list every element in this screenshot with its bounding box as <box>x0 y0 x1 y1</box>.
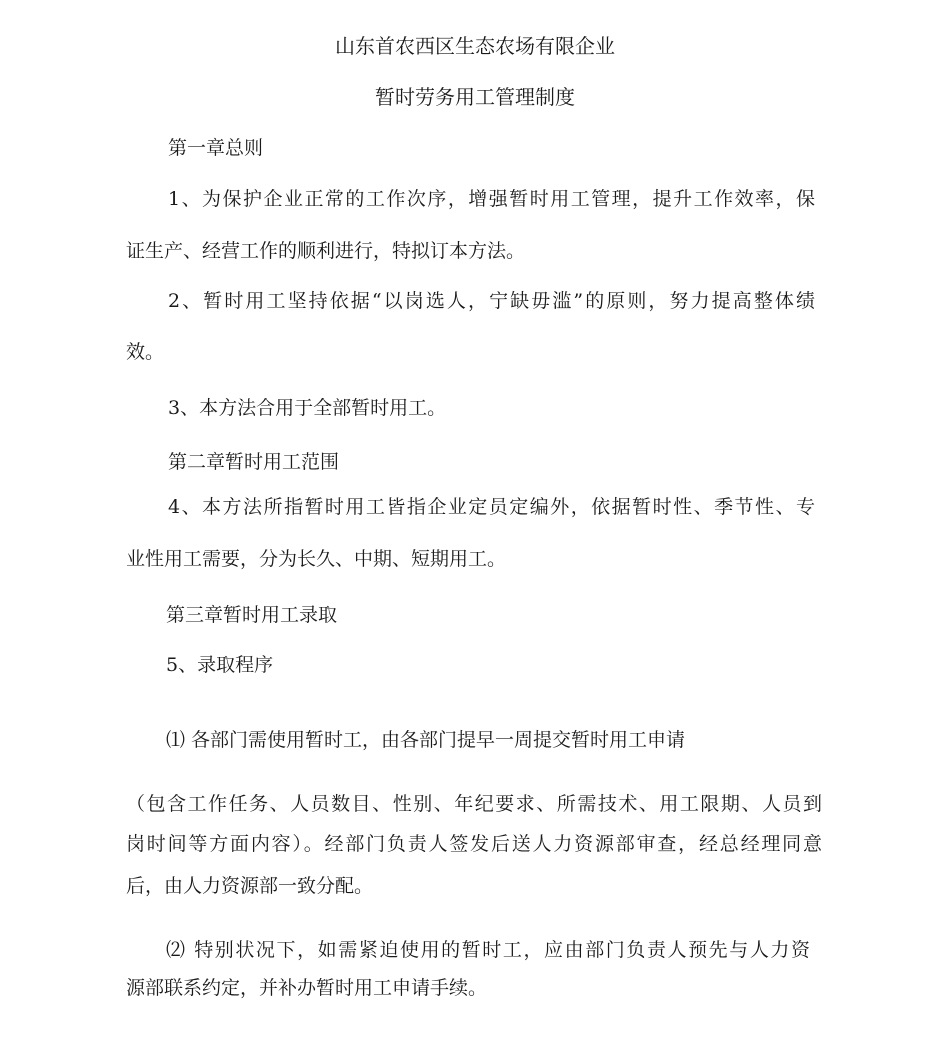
paragraph-2-line-1: 2、暂时用工坚持依据“以岗选人，宁缺毋滥”的原则，努力提高整体绩 <box>168 290 815 312</box>
paragraph-1-line-1: 1、为保护企业正常的工作次序，增强暂时用工管理，提升工作效率，保 <box>168 188 815 210</box>
paragraph-4-line-1: 4、本方法所指暂时用工皆指企业定员定编外，依据暂时性、季节性、专 <box>168 496 815 518</box>
paragraph-2-line-2: 效。 <box>126 341 165 363</box>
paragraph-6-line-2: （包含工作任务、人员数目、性别、年纪要求、所需技术、用工限期、人员到 <box>126 793 822 815</box>
paragraph-6-line-3: 岗时间等方面内容）。经部门负责人签发后送人力资源部审查，经总经理同意 <box>126 833 822 855</box>
document-title: 山东首农西区生态农场有限企业 <box>335 34 615 58</box>
paragraph-6-line-1: ⑴ 各部门需使用暂时工，由各部门提早一周提交暂时用工申请 <box>166 729 686 751</box>
paragraph-3-line-1: 3、本方法合用于全部暂时用工。 <box>168 397 447 419</box>
chapter-heading-3: 第三章暂时用工录取 <box>166 604 338 626</box>
document-subtitle: 暂时劳务用工管理制度 <box>375 85 575 109</box>
paragraph-7-line-1: ⑵ 特别状况下，如需紧迫使用的暂时工，应由部门负责人预先与人力资 <box>166 939 810 961</box>
chapter-heading-2: 第二章暂时用工范围 <box>168 451 340 473</box>
chapter-heading-1: 第一章总则 <box>168 137 264 159</box>
paragraph-6-line-4: 后，由人力资源部一致分配。 <box>126 875 374 897</box>
paragraph-1-line-2: 证生产、经营工作的顺利进行，特拟订本方法。 <box>126 240 526 262</box>
paragraph-4-line-2: 业性用工需要，分为长久、中期、短期用工。 <box>126 548 507 570</box>
paragraph-7-line-2: 源部联系约定，并补办暂时用工申请手续。 <box>126 977 488 999</box>
paragraph-5-line-1: 5、录取程序 <box>166 654 274 676</box>
